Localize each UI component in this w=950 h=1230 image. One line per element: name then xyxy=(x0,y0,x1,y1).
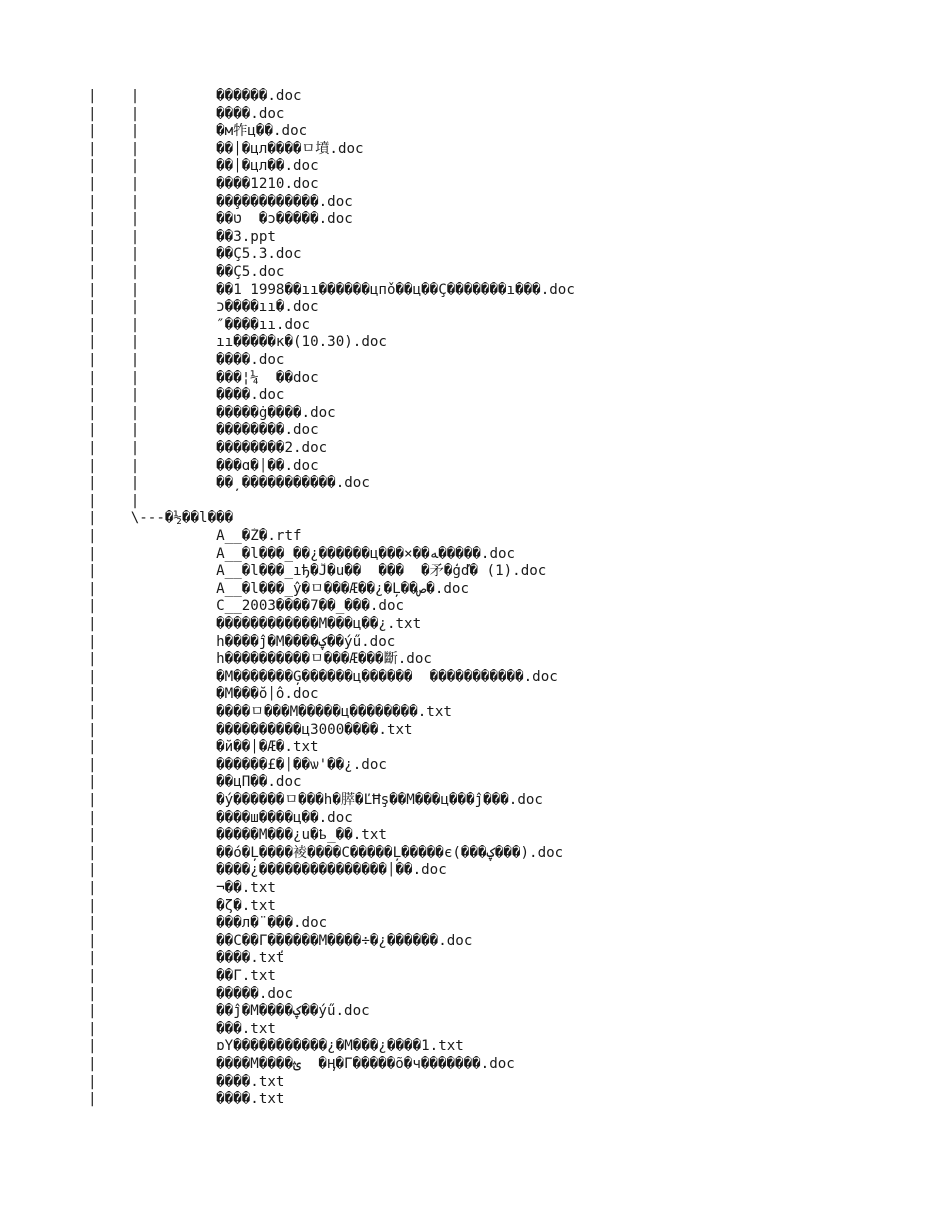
file-name: ��ό�Ļ����裬����C�����Ļ�����є(���ؼ���).doc xyxy=(216,844,564,861)
directory-listing-line xyxy=(88,1021,930,1039)
file-name: ��1 1998��ıı������цпǒ��ц��Ç�������ı���.doc xyxy=(216,281,575,298)
file-name: ��Γ.txt xyxy=(216,968,276,984)
file-name: ����������ц3000����.txt xyxy=(216,721,413,738)
directory-listing-line xyxy=(88,370,930,388)
file-name: ıı�����к�(10.30).doc xyxy=(216,334,387,351)
file-name: ��Ç5.doc xyxy=(216,264,285,280)
directory-listing-line xyxy=(88,405,930,423)
file-name: �й��׀�Æ�.txt xyxy=(216,739,319,756)
tree-branch-prefix: | | xyxy=(88,88,217,104)
directory-listing-line xyxy=(88,458,930,476)
tree-branch-prefix: | xyxy=(88,721,217,738)
tree-branch-prefix: | xyxy=(88,844,217,861)
file-name: ������������M���ц��¿.txt xyxy=(216,616,422,632)
file-name: ��цП��.doc xyxy=(216,774,302,791)
file-name: ��������2.doc xyxy=(216,440,328,456)
directory-listing-line xyxy=(88,722,930,740)
directory-listing-line xyxy=(88,422,930,440)
file-name: ��̧����������.doc xyxy=(216,193,353,210)
file-name: ɒΥ�����������¿�M���¿����1.txt xyxy=(216,1038,464,1055)
file-name: ����1210.doc xyxy=(216,176,319,192)
file-name: ���¦¼ ��doc xyxy=(216,369,319,386)
file-name: A__�Ź�.rtf xyxy=(216,528,302,544)
directory-listing-line xyxy=(88,299,930,317)
tree-branch-prefix: | | xyxy=(88,475,217,492)
file-name: ��׀�цл��.doc xyxy=(216,158,319,175)
tree-branch-prefix: | | xyxy=(88,211,217,228)
tree-branch-prefix: | xyxy=(88,1003,217,1020)
tree-branch-prefix: | xyxy=(88,756,217,773)
file-name: ���.txt xyxy=(216,1020,276,1037)
tree-branch-prefix: | xyxy=(88,1020,217,1037)
directory-listing-line xyxy=(88,475,930,493)
directory-listing-line xyxy=(88,493,930,511)
file-name: ″����ıı.doc xyxy=(216,316,311,333)
file-name: ������£�׀��ѡ'��¿.doc xyxy=(216,756,387,773)
tree-branch-prefix: | \--- xyxy=(88,510,165,527)
tree-branch-prefix: | xyxy=(88,686,217,703)
tree-branch-prefix: | | xyxy=(88,158,217,175)
tree-branch-prefix: | xyxy=(88,809,217,826)
directory-listing-line xyxy=(88,581,930,599)
directory-listing-line xyxy=(88,1003,930,1021)
tree-branch-prefix: | xyxy=(88,932,217,949)
file-name: ����.doc xyxy=(216,352,285,368)
file-name: ����.doc xyxy=(216,105,285,122)
tree-branch-prefix: | xyxy=(88,651,217,668)
file-name: �м㸲ц��.doc xyxy=(216,123,308,140)
tree-branch-prefix: | xyxy=(88,827,217,844)
tree-branch-prefix: | xyxy=(88,915,217,932)
directory-listing-line xyxy=(88,282,930,300)
file-name: A__�l���_ŷ�ㅁ���Æ��¿�Ļ��ص�.doc xyxy=(216,580,470,597)
file-name: �ý������ㅁ���h�膵�ĽĦş��M���ц���ĵ���.doc xyxy=(216,792,543,808)
directory-listing-line xyxy=(88,757,930,775)
tree-branch-prefix: | xyxy=(88,580,217,597)
file-name: A__�l���_ıђ�Ĵ�u�� ��� �矛�ģď� (1).doc xyxy=(216,563,547,580)
tree-branch-prefix: | | xyxy=(88,369,217,386)
tree-branch-prefix: | | xyxy=(88,228,217,245)
tree-branch-prefix: | xyxy=(88,739,217,756)
directory-listing-line xyxy=(88,669,930,687)
directory-listing-line xyxy=(88,1074,930,1092)
directory-listing-line xyxy=(88,106,930,124)
file-name: ����.txt xyxy=(216,1073,285,1090)
tree-branch-prefix: | xyxy=(88,1038,217,1055)
directory-listing-line xyxy=(88,950,930,968)
file-name: ����M����ؿ �Ӊ�Γ�����õ�ч�������.doc xyxy=(216,1056,515,1072)
file-name: ��������.doc xyxy=(216,422,319,439)
directory-listing-line xyxy=(88,792,930,810)
directory-listing-line xyxy=(88,986,930,1004)
directory-listing-line xyxy=(88,704,930,722)
tree-branch-prefix: | xyxy=(88,563,217,580)
directory-listing-line xyxy=(88,845,930,863)
directory-listing-line xyxy=(88,933,930,951)
file-name: �M���ŏ׀ô.doc xyxy=(216,686,319,703)
directory-listing-line xyxy=(88,317,930,335)
file-name: ����ш����ц��.doc xyxy=(216,809,353,826)
directory-listing-line xyxy=(88,334,930,352)
file-name: h����������ㅁ���Æ���斷.doc xyxy=(216,651,432,668)
directory-listing-line xyxy=(88,264,930,282)
tree-branch-prefix: | | xyxy=(88,176,217,192)
tree-branch-prefix: | | xyxy=(88,193,217,210)
tree-branch-prefix: | | xyxy=(88,281,217,298)
directory-listing-line xyxy=(88,194,930,212)
file-name: ���л�¨���.doc xyxy=(216,915,328,932)
directory-listing-line xyxy=(88,616,930,634)
file-name: �M�������Ģ������ц������ �����������.doc xyxy=(216,668,558,685)
directory-listing-line xyxy=(88,88,930,106)
file-name: ¬��.txt xyxy=(216,880,276,896)
directory-listing-line xyxy=(88,634,930,652)
tree-branch-prefix: | | xyxy=(88,404,217,421)
directory-listing-line xyxy=(88,1056,930,1074)
tree-branch-prefix: | xyxy=(88,950,217,967)
file-name: ��̦ �����������.doc xyxy=(216,475,370,492)
file-name: ����.txt xyxy=(216,1091,285,1108)
tree-branch-prefix: | xyxy=(88,633,217,650)
tree-branch-prefix: | | xyxy=(88,140,217,157)
file-name: ������.doc xyxy=(216,88,302,104)
directory-listing-line xyxy=(88,440,930,458)
tree-branch-prefix: | xyxy=(88,792,217,808)
directory-listing-line xyxy=(88,686,930,704)
directory-listing-line xyxy=(88,827,930,845)
tree-branch-prefix: | xyxy=(88,616,217,632)
directory-listing-line xyxy=(88,880,930,898)
directory-listing-line xyxy=(88,352,930,370)
directory-listing-line xyxy=(88,598,930,616)
directory-listing-line xyxy=(88,563,930,581)
directory-listing-line xyxy=(88,528,930,546)
file-name: ��3.ppt xyxy=(216,228,276,245)
file-name: �����M���¿u�ҍ_��.txt xyxy=(216,827,387,844)
directory-listing-line xyxy=(88,387,930,405)
file-name: �ζ�.txt xyxy=(216,897,276,914)
file-name: ��C��Γ�ؔ�����M����÷�¿������.doc xyxy=(216,932,473,949)
tree-branch-prefix: | | xyxy=(88,492,140,509)
tree-branch-prefix: | | xyxy=(88,105,217,122)
directory-listing-line xyxy=(88,141,930,159)
directory-listing-line xyxy=(88,176,930,194)
directory-listing-line xyxy=(88,898,930,916)
tree-branch-prefix: | xyxy=(88,1056,217,1072)
tree-branch-prefix: | | xyxy=(88,246,217,263)
tree-branch-prefix: | xyxy=(88,1073,217,1090)
directory-listing-line xyxy=(88,158,930,176)
directory-listing-line xyxy=(88,862,930,880)
tree-branch-prefix: | xyxy=(88,862,217,879)
file-name: ����.txť xyxy=(216,950,285,967)
file-name: ��ĵ�M����ؼ��ýű.doc xyxy=(216,1003,370,1020)
directory-listing-line xyxy=(88,915,930,933)
tree-branch-prefix: | | xyxy=(88,299,217,316)
tree-branch-prefix: | | xyxy=(88,387,217,404)
file-name: ��׀�цл����ㅁ墳.doc xyxy=(216,140,364,157)
tree-branch-prefix: | xyxy=(88,1091,217,1108)
file-name: �����.doc xyxy=(216,985,293,1002)
tree-branch-prefix: | | xyxy=(88,123,217,140)
file-name: ����.doc xyxy=(216,387,285,404)
directory-listing-line xyxy=(88,810,930,828)
directory-listing-line xyxy=(88,739,930,757)
tree-branch-prefix: | xyxy=(88,774,217,791)
tree-branch-prefix: | xyxy=(88,968,217,984)
tree-branch-prefix: | | xyxy=(88,440,217,456)
tree-branch-prefix: | | xyxy=(88,334,217,351)
tree-branch-prefix: | xyxy=(88,545,217,562)
directory-listing-line xyxy=(88,546,930,564)
tree-branch-prefix: | xyxy=(88,880,217,896)
tree-branch-prefix: | xyxy=(88,704,217,720)
tree-branch-prefix: | | xyxy=(88,316,217,333)
tree-branch-prefix: | xyxy=(88,985,217,1002)
directory-listing-line xyxy=(88,246,930,264)
file-name: A__�l���_��¿������ц���×��ﻪ�����.doc xyxy=(216,545,516,562)
tree-branch-prefix: | xyxy=(88,668,217,685)
directory-listing-line xyxy=(88,510,930,528)
file-name: �����ġ����.doc xyxy=(216,404,336,421)
directory-listing-line xyxy=(88,211,930,229)
tree-branch-prefix: | xyxy=(88,528,217,544)
directory-listing-line xyxy=(88,229,930,247)
file-name: h����ĵ�M����ؼ��ýű.doc xyxy=(216,633,396,650)
file-name: C__2003����7��_���.doc xyxy=(216,598,405,615)
tree-branch-prefix: | | xyxy=(88,352,217,368)
directory-listing-line xyxy=(88,1038,930,1056)
file-name: ﬤ����ıı�.doc xyxy=(216,299,319,316)
tree-branch-prefix: | | xyxy=(88,422,217,439)
directory-listing-line xyxy=(88,651,930,669)
file-name: ����¿���������������׀��.doc xyxy=(216,862,447,879)
file-name: ��Ç5.3.doc xyxy=(216,246,302,263)
file-name: ��ט �ɔ�����.doc xyxy=(216,211,353,228)
file-name: �½��l��� xyxy=(164,510,234,527)
file-name: ����ㅁ���M����ؙ�ц��������.txt xyxy=(216,704,452,720)
tree-branch-prefix: | xyxy=(88,897,217,914)
tree-branch-prefix: | | xyxy=(88,457,217,474)
directory-listing-line xyxy=(88,1091,930,1109)
file-name: ���ɑ�׀��.doc xyxy=(216,457,319,474)
directory-listing-line xyxy=(88,774,930,792)
tree-branch-prefix: | | xyxy=(88,264,217,280)
directory-listing-line xyxy=(88,123,930,141)
tree-branch-prefix: | xyxy=(88,598,217,615)
directory-listing-line xyxy=(88,968,930,986)
